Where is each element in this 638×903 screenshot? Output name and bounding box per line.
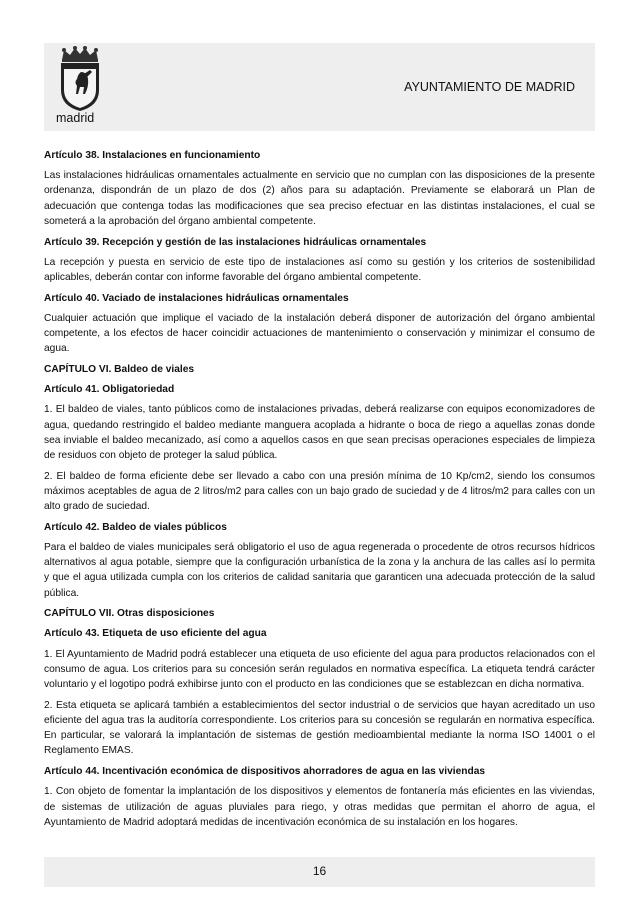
section-heading: Artículo 39. Recepción y gestión de las instalaciones hidráulicas ornamentales xyxy=(44,236,427,248)
section-heading: Artículo 38. Instalaciones en funcionamiento xyxy=(44,150,261,161)
paragraph: Para el baldeo de viales municipales será obligatorio el uso de agua regenerada o procedente de otros recursos hídricos alternativos al agua potable, siempre que la configuración urbanística de la zona y la anchura de las calles así lo permita y que el agua utilizada cumpla con los criterios de calidad sanitaria que garanticen una adecuada protección de la salud pública. xyxy=(44,541,595,599)
section-heading: Artículo 43. Etiqueta de uso eficiente del agua xyxy=(44,628,267,640)
section-heading: Artículo 40. Vaciado de instalaciones hidráulicas ornamentales xyxy=(44,292,349,304)
section-heading: CAPÍTULO VII. Otras disposiciones xyxy=(44,608,215,620)
paragraph: Cualquier actuación que implique el vaciado de la instalación deberá disponer de autorización del órgano ambiental competente, a los efectos de hacer coincidir actuaciones de mantenimiento o conservación y minimizar el consumo de agua. xyxy=(44,312,595,355)
document-body xyxy=(44,148,595,835)
section-heading: Artículo 42. Baldeo de viales públicos xyxy=(44,521,227,533)
section-heading: CAPÍTULO VI. Baldeo de viales xyxy=(44,363,195,375)
paragraph: La recepción y puesta en servicio de este tipo de instalaciones así como su gestión y los criterios de sostenibilidad aplicables, deberán contar con informe favorable del órgano ambiental competente. xyxy=(44,256,595,283)
section-heading: Artículo 41. Obligatoriedad xyxy=(44,384,175,396)
paragraph: 1. El Ayuntamiento de Madrid podrá establecer una etiqueta de uso eficiente del agua para productos relacionados con el consumo de agua. Los criterios para su concesión serán regulados en normativa específica. La etiqueta tendrá carácter voluntario y el logotipo podrá exhibirse junto con el producto en las condiciones que se establezcan en dicha normativa. xyxy=(44,648,595,691)
page-number: 16 xyxy=(312,864,327,878)
page-header xyxy=(44,43,595,131)
paragraph: 1. El baldeo de viales, tanto públicos como de instalaciones privadas, deberá realizarse con equipos economizadores de agua, quedando restringido el baldeo mediante manguera acoplada a hidrante o boca de riego a aquellas zonas donde sea inviable el baldeo mecanizado, así como a aquellos casos en que sean precisas operaciones especiales de limpieza de residuos con objeto de proteger la salud pública. xyxy=(44,404,595,461)
madrid-coat-of-arms-icon xyxy=(54,46,106,112)
logo-text: madrid xyxy=(56,111,95,125)
organization-name: AYUNTAMIENTO DE MADRID xyxy=(404,80,575,94)
paragraph: 2. El baldeo de forma eficiente debe ser llevado a cabo con una presión mínima de 10 Kp/cm2, siendo los consumos máximos aceptables de agua de 2 litros/m2 para calles con un bajo grado de suciedad y de 4 litros/m2 para calles con un alto grado de suciedad. xyxy=(44,470,595,513)
paragraph: 2. Esta etiqueta se aplicará también a establecimientos del sector industrial o de servicios que hayan acreditado un uso eficiente del agua tras la auditoría correspondiente. Los criterios para su concesión se regularán en normativa específica. En particular, se valorará la implantación de sistemas de gestión medioambiental mediante la norma ISO 14001 o el Reglamento EMAS. xyxy=(44,699,595,757)
section-heading: Artículo 44. Incentivación económica de dispositivos ahorradores de agua en las viviendas xyxy=(44,766,486,778)
paragraph: Las instalaciones hidráulicas ornamentales actualmente en servicio que no cumplan con las disposiciones de la presente ordenanza, dispondrán de un plazo de dos (2) años para su adaptación. Previamente se elaborará un Plan de adecuación que contenga todas las modificaciones que sea preciso efectuar en las distintas instalaciones, el cual se someterá a la aprobación del órgano ambiental competente. xyxy=(44,170,595,227)
page-footer xyxy=(44,857,595,887)
paragraph: 1. Con objeto de fomentar la implantación de los dispositivos y elementos de fontanería más eficientes en las viviendas, de sistemas de utilización de aguas pluviales para riego, y otras medidas que permitan el ahorro de agua, el Ayuntamiento de Madrid adoptará medidas de incentivación económica de su instalación en los hogares. xyxy=(44,786,595,828)
